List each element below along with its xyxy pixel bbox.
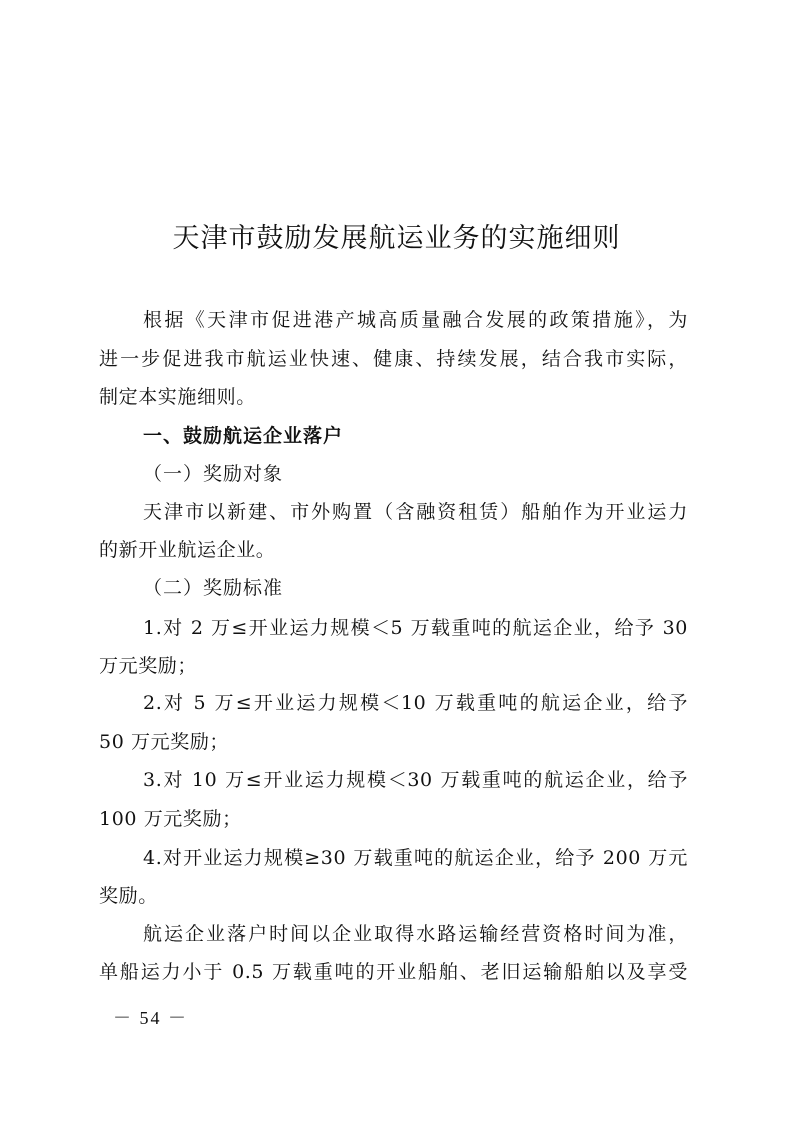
paragraph-line: 进一步促进我市航运业快速、健康、持续发展，结合我市实际，: [99, 348, 688, 370]
paragraph-line: 的新开业航运企业。: [99, 539, 276, 561]
subsection-heading: （一）奖励对象: [143, 463, 284, 485]
subsection-heading: （二）奖励标准: [143, 577, 284, 599]
list-item-line: 4.对开业运力规模≥30 万载重吨的航运企业，给予 200 万元: [143, 847, 688, 869]
list-item-line: 1.对 2 万≤开业运力规模＜5 万载重吨的航运企业，给予 30: [143, 617, 688, 639]
paragraph-line: 根据《天津市促进港产城高质量融合发展的政策措施》，为: [143, 309, 688, 331]
paragraph-line: 航运企业落户时间以企业取得水路运输经营资格时间为准，: [143, 923, 688, 945]
list-item-line: 3.对 10 万≤开业运力规模＜30 万载重吨的航运企业，给予: [143, 769, 688, 791]
paragraph-line: 制定本实施细则。: [99, 386, 256, 408]
list-item-line: 奖励。: [99, 885, 158, 907]
document-title: 天津市鼓励发展航运业务的实施细则: [172, 223, 621, 254]
page-number: － 54 －: [113, 1008, 188, 1028]
section-heading: 一、鼓励航运企业落户: [143, 425, 344, 447]
paragraph-line: 天津市以新建、市外购置（含融资租赁）船舶作为开业运力: [143, 501, 688, 523]
list-item-line: 50 万元奖励；: [99, 731, 230, 753]
list-item-line: 2.对 5 万≤开业运力规模＜10 万载重吨的航运企业，给予: [143, 692, 688, 714]
paragraph-line: 单船运力小于 0.5 万载重吨的开业船舶、老旧运输船舶以及享受: [99, 961, 688, 983]
list-item-line: 100 万元奖励；: [99, 808, 242, 830]
list-item-line: 万元奖励；: [99, 655, 198, 677]
